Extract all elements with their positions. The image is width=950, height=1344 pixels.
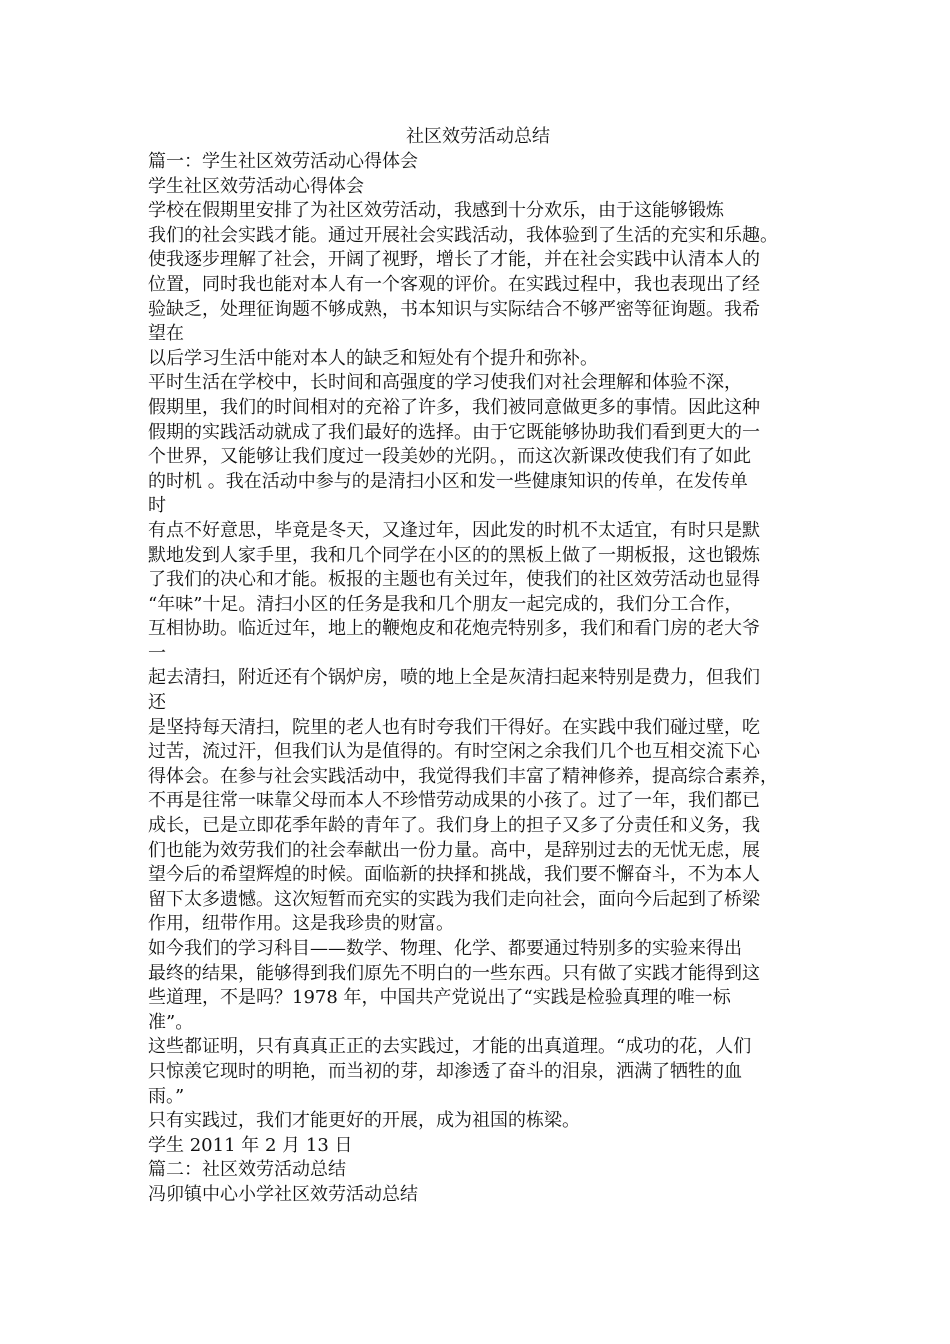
text-line: 假期的实践活动就成了我们最好的选择。由于它既能够协助我们看到更大的一 <box>148 421 760 443</box>
text-line: 们也能为效劳我们的社会奉献出一份力量。高中，是辞别过去的无忧无虑，展 <box>148 839 760 861</box>
text-line: 假期里，我们的时间相对的充裕了许多，我们被同意做更多的事情。因此这种 <box>148 396 760 418</box>
text-line: 望今后的希望辉煌的时候。面临新的抉择和挑战，我们要不懈奋斗，不为本人 <box>148 864 760 886</box>
text-line: 学生社区效劳活动心得体会 <box>148 175 364 197</box>
text-line: 得体会。在参与社会实践活动中，我觉得我们丰富了精神修养，提高综合素养， <box>148 765 778 787</box>
date-line: 学生 2011 年 2 月 13 日 <box>148 1134 353 1156</box>
text-line: 使我逐步理解了社会，开阔了视野，增长了才能，并在社会实践中认清本人的 <box>148 249 760 271</box>
text-line: 一 <box>148 642 166 664</box>
text-line: 个世界，又能够让我们度过一段美妙的光阴。，而这次新课改使我们有了如此 <box>148 446 751 468</box>
text-line: 平时生活在学校中，长时间和高强度的学习使我们对社会理解和体验不深， <box>148 372 742 394</box>
text-line: 不再是往常一味靠父母而本人不珍惜劳动成果的小孩了。过了一年，我们都已 <box>148 790 760 812</box>
text-line: 只惊羡它现时的明艳，而当初的芽，却渗透了奋斗的泪泉，洒满了牺牲的血 <box>148 1060 742 1082</box>
text-line: 作用，纽带作用。这是我珍贵的财富。 <box>148 913 454 935</box>
text-line: 验缺乏，处理征询题不够成熟，书本知识与实际结合不够严密等征询题。我希 <box>148 298 760 320</box>
text-line: 时 <box>148 495 166 517</box>
text-line: 最终的结果，能够得到我们原先不明白的一些东西。只有做了实践才能得到这 <box>148 962 760 984</box>
text-line: 成长，已是立即花季年龄的青年了。我们身上的担子又多了分责任和义务，我 <box>148 815 760 837</box>
text-line: 以后学习生活中能对本人的缺乏和短处有个提升和弥补。 <box>148 347 598 369</box>
text-line: 还 <box>148 692 166 714</box>
text-line: 准”。 <box>148 1011 194 1033</box>
text-line: 位置，同时我也能对本人有一个客观的评价。在实践过程中，我也表现出了经 <box>148 273 760 295</box>
text-line: 如今我们的学习科目——数学、物理、化学、都要通过特别多的实验来得出 <box>148 938 742 959</box>
text-line: 过苦，流过汗，但我们认为是值得的。有时空闲之余我们几个也互相交流下心 <box>148 741 760 763</box>
text-line: 互相协助。临近过年，地上的鞭炮皮和花炮壳特别多，我们和看门房的老大爷 <box>148 618 760 640</box>
document-title: 社区效劳活动总结 <box>406 126 550 147</box>
section-heading: 篇二：社区效劳活动总结 <box>148 1159 346 1181</box>
section-subtitle: 冯卯镇中心小学社区效劳活动总结 <box>148 1183 418 1205</box>
text-line: 学校在假期里安排了为社区效劳活动，我感到十分欢乐，由于这能够锻炼 <box>148 200 724 222</box>
document-text <box>148 150 808 1208</box>
text-line: 有点不好意思，毕竟是冬天，又逢过年，因此发的时机不太适宜，有时只是默 <box>148 519 760 541</box>
text-line: 默地发到人家手里，我和几个同学在小区的的黑板上做了一期板报，这也锻炼 <box>148 544 760 566</box>
document-body <box>148 124 808 1208</box>
text-line: “年味”十足。清扫小区的任务是我和几个朋友一起完成的，我们分工合作， <box>148 593 743 615</box>
text-line: 是坚持每天清扫，院里的老人也有时夸我们干得好。在实践中我们碰过壁，吃 <box>148 716 760 738</box>
text-line: 起去清扫，附近还有个锅炉房，喷的地上全是灰清扫起来特别是费力，但我们 <box>148 667 760 689</box>
text-line: 雨。” <box>148 1085 185 1107</box>
text-line: 这些都证明，只有真真正正的去实践过，才能的出真道理。“成功的花，人们 <box>148 1036 752 1058</box>
text-line: 望在 <box>148 323 184 345</box>
text-line: 只有实践过，我们才能更好的开展，成为祖国的栋梁。 <box>148 1110 580 1132</box>
text-line: 些道理，不是吗？1978 年，中国共产党说出了“实践是检验真理的唯一标 <box>148 987 731 1009</box>
text-line: 我们的社会实践才能。通过开展社会实践活动，我体验到了生活的充实和乐趣。 <box>148 224 778 246</box>
text-line: 篇一：学生社区效劳活动心得体会 <box>148 151 418 172</box>
text-line: 留下太多遗憾。这次短暂而充实的实践为我们走向社会，面向今后起到了桥梁 <box>148 888 760 910</box>
text-line: 的时机 。我在活动中参与的是清扫小区和发一些健康知识的传单，在发传单 <box>148 470 748 492</box>
text-line: 了我们的决心和才能。板报的主题也有关过年，使我们的社区效劳活动也显得 <box>148 569 760 591</box>
